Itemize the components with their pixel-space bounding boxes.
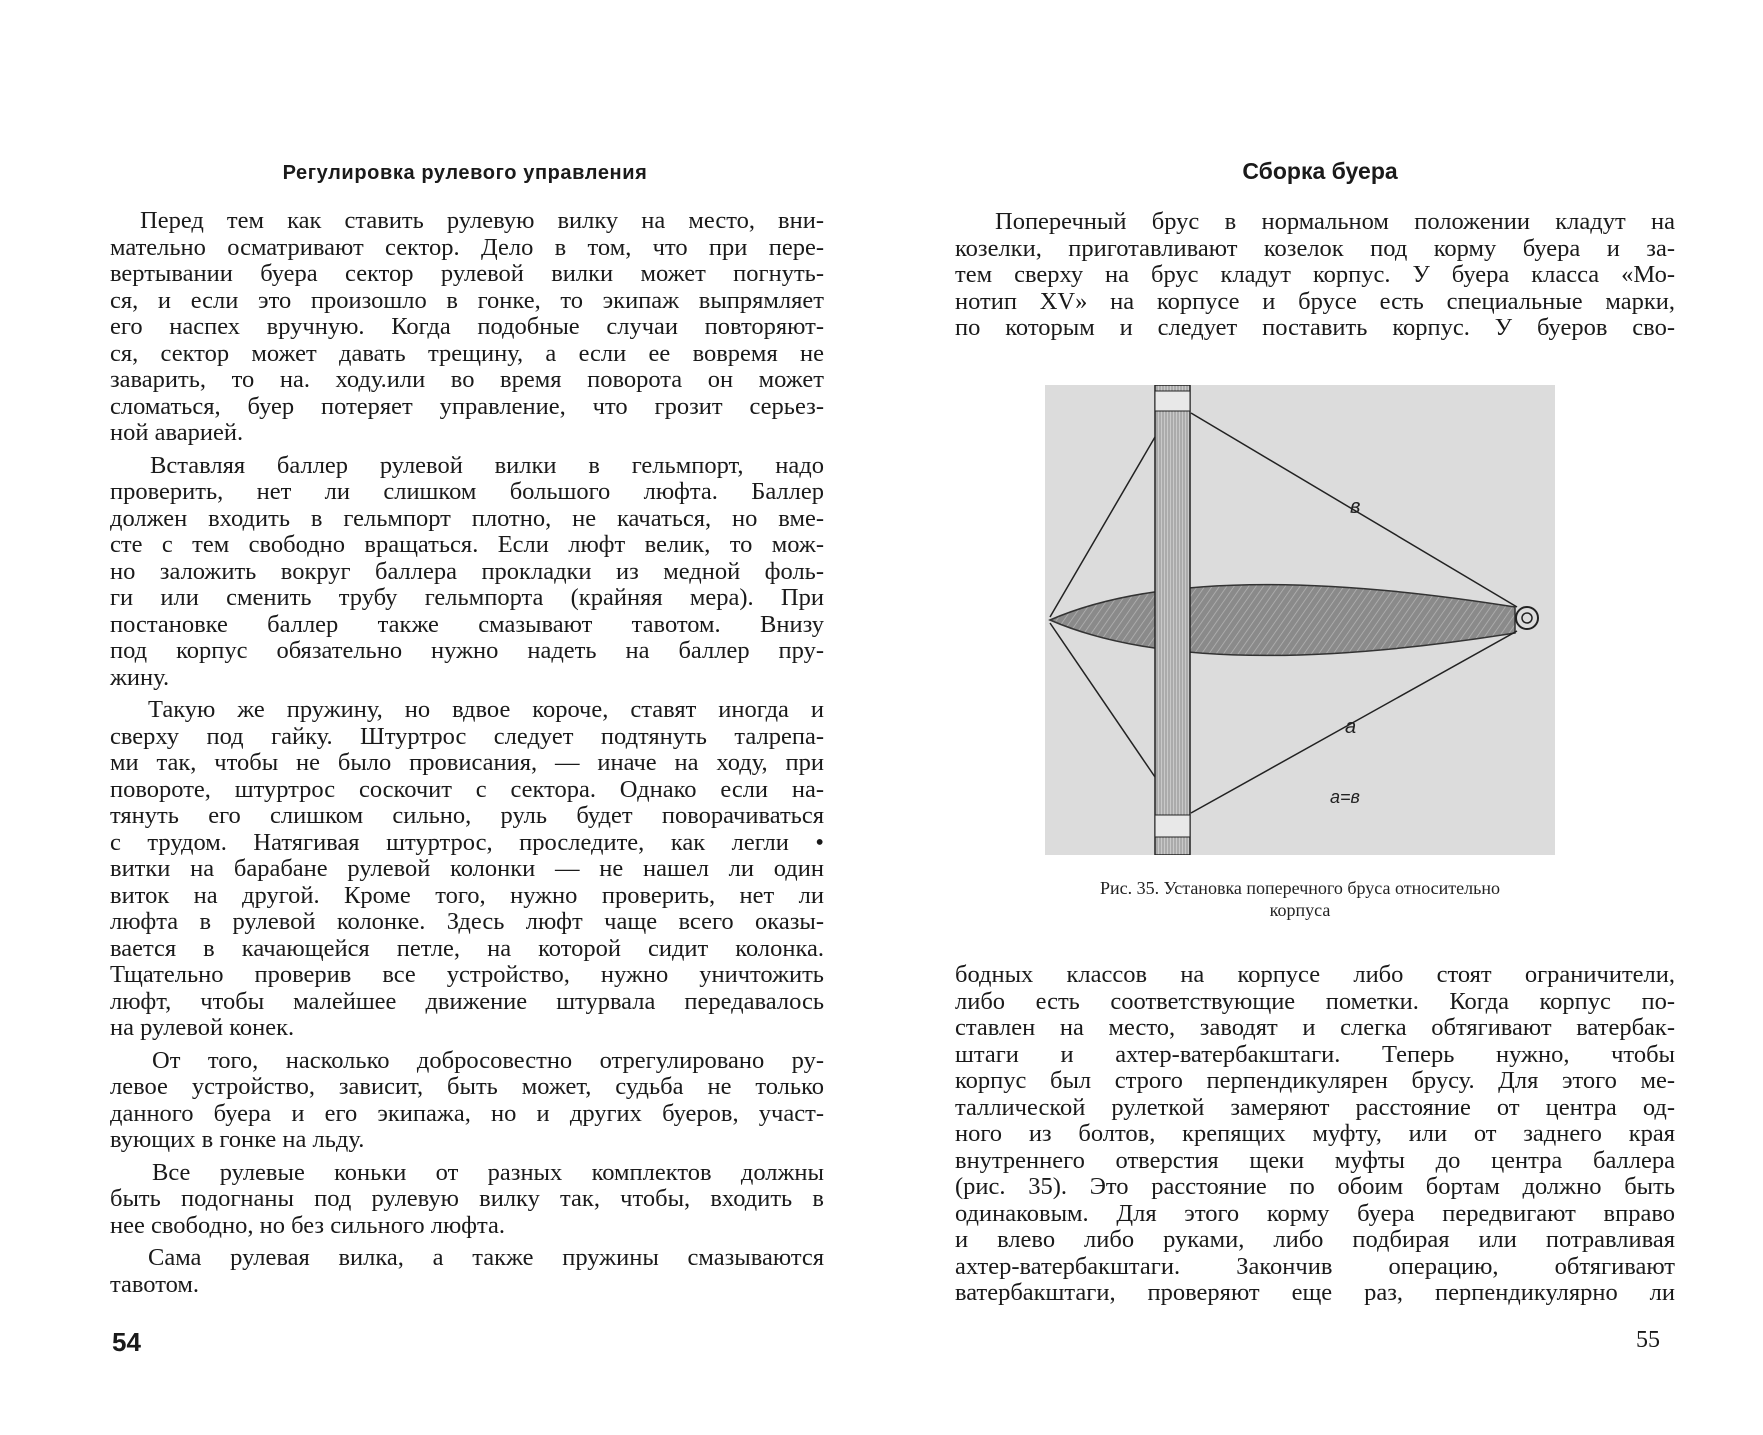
page-number-right: 55 [1636,1327,1660,1353]
figure-35-illustration [1045,385,1555,855]
label-equation: а=в [1330,787,1360,807]
crossbar [1155,385,1190,855]
paragraph: Все рулевые коньки от разных комплектов должны быть подогнаны под рулевую вилку так, чтобы, входить в нее свободно, но без сильного люфта. [110,1158,824,1239]
hull-shape [1050,585,1515,656]
paragraph: Поперечный брус в нормальном положении кладут на козелки, приготавливают козелок под корму буера и за- тем сверху на брус кладут корпус. У буера класса «Мо- нотип XV» на корпусе и брусе есть специальные марки, по которым и следует поставить корпус. У буеров сво- [955,208,1675,341]
left-page-body [110,208,824,1304]
paragraph: От того, насколько добросовестно отрегулировано ру- левое устройство, зависит, быть может, судьба не только данного буера и его экипажа, но и других буеров, участ- вующих в гонке на льду. [110,1046,824,1153]
crossbar-hull-diagram [1045,385,1555,855]
right-page-heading: Сборка буера [1242,158,1398,184]
right-page [880,0,1763,1435]
right-page-body-bottom [955,962,1675,1313]
paragraph: Перед тем как ставить рулевую вилку на место, вни- мательно осматривают сектор. Дело в том, что при пере- вертывании буера сектор рулевой вилки может погнуть- ся, и если это произошло в гонке, то экипаж выпрямляет его наспех вручную. Когда подобные случаи повторяют- ся, сектор может давать трещину, а если ее вовремя не заварить, то на. ходу.или во время поворота он может сломаться, буер потеряет управление, что грозит серьез- ной аварией. [110,207,824,446]
paragraph: бодных классов на корпусе либо стоят ограничители, либо есть соответствующие пометки. Когда корпус по- ставлен на место, заводят и слегка обтягивают ватербак- штаги и ахтер-ватербакштаги. Теперь нужно, чтобы корпус был строго перпендикулярен брусу. Для этого ме- таллической рулеткой замеряют расстояние от центра од- ного из болтов, крепящих муфту, или от заднего края внутреннего отверстия щеки муфты до центра баллера (рис. 35). Это расстояние по обоим бортам должно быть одинаковым. Для этого корму буера передвигают вправо и влево либо руками, либо подбирая или потравливая ахтер-ватербакштаги. Закончив операцию, обтягивают ватербакштаги, проверяют еще раз, перпендикулярно ли [955,961,1675,1306]
paragraph: Такую же пружину, но вдвое короче, ставят иногда и сверху под гайку. Штуртрос следует подтянуть талрепа- ми так, чтобы не было провисания, — иначе на ходу, при повороте, штуртрос соскочит с сектора. Однако если на- тянуть его слишком сильно, руль будет поворачиваться с трудом. Натягивая штуртрос, проследите, как легли • витки на барабане рулевой колонки — не нашел ли один виток на другой. Кроме того, нужно проверить, нет ли люфта в рулевой колонке. Здесь люфт чаще всего оказы- вается в качающейся петле, на которой сидит колонка. Тщательно проверив все устройство, нужно уничтожить люфт, чтобы малейшее движение штурвала передавалось на рулевой конек. [110,696,824,1041]
label-a: а [1345,716,1357,738]
stay-upper [1050,437,1155,617]
figure-caption: Рис. 35. Установка поперечного бруса относительно корпуса [1100,878,1500,920]
page-number-left: 54 [112,1327,141,1357]
right-page-body-top [955,209,1675,348]
paragraph: Сама рулевая вилка, а также пружины смазываются тавотом. [110,1244,824,1298]
label-b: в [1350,496,1361,518]
left-page-heading: Регулировка рулевого управления [282,162,648,184]
left-page [0,0,880,1435]
paragraph: Вставляя баллер рулевой вилки в гельмпорт, надо проверить, нет ли слишком большого люфта. Баллер должен входить в гельмпорт плотно, не качаться, но вме- сте с тем свободно вращаться. Если люфт велик, то мож- но заложить вокруг баллера прокладки из медной фоль- ги или сменить трубу гельмпорта (крайняя мера). При постановке баллер также смазывают тавотом. Внизу под корпус обязательно нужно надеть на баллер пру- жину. [110,451,824,691]
stern-post [1516,607,1538,629]
